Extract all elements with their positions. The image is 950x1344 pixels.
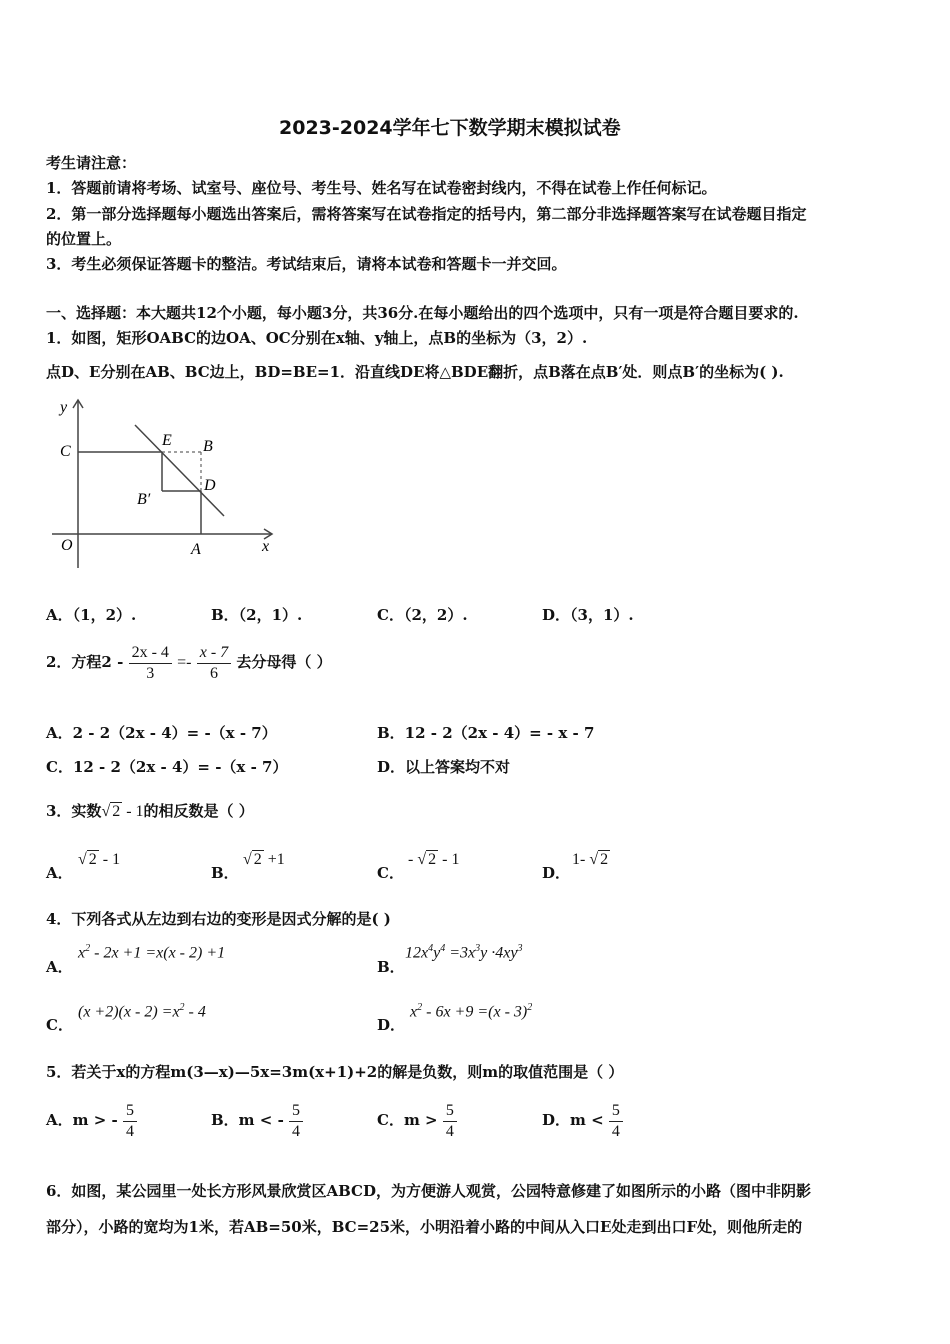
- q5-option-a: [46, 1097, 137, 1143]
- q4-b-eq: =3x: [445, 944, 476, 962]
- q4-a-rest: - 2x +1 =x(x - 2) +1: [90, 944, 226, 962]
- q4-option-a-expr: [78, 943, 225, 962]
- q6-stem-line-1: 6．如图，某公园里一处长方形风景欣赏区ABCD，为方便游人观赏，公园特意修建了如图所示的小路（图中非阴影: [46, 1182, 811, 1200]
- label-b: B: [203, 438, 213, 455]
- q5-option-c: [377, 1097, 457, 1143]
- q3-option-b-label: B．: [211, 864, 239, 882]
- label-e: E: [162, 432, 172, 449]
- q1-option-c: C．（2，2）.: [377, 606, 468, 624]
- q5-option-b-num: 5: [289, 1101, 303, 1122]
- q5-option-a-den: 4: [125, 1122, 134, 1140]
- q4-b-power4: 3: [517, 943, 523, 954]
- q5-option-d-fraction: [609, 1101, 623, 1142]
- label-c: C: [60, 443, 71, 460]
- q4-a-power: 2: [85, 943, 91, 954]
- q3-option-a-expr: √ 2 - 1: [78, 851, 121, 868]
- q2-numerator-2: x - 7: [197, 643, 231, 664]
- q3-suffix: 的相反数是（ ）: [143, 802, 254, 820]
- q3-option-d-radicand: 2: [600, 851, 609, 868]
- q3-option-d-expr: 1- √ 2: [572, 851, 609, 868]
- page-title: 2023-2024学年七下数学期末模拟试卷: [279, 117, 621, 139]
- q4-option-b-label: B．: [377, 958, 405, 976]
- q4-option-c-label: C．: [46, 1016, 73, 1034]
- q2-option-a: A．2 - 2（2x - 4）= -（x - 7）: [46, 724, 277, 742]
- q4-c-power: 2: [179, 1002, 185, 1013]
- q3-expression-tail: - 1: [122, 803, 144, 820]
- q4-c-expr: (x +2)(x - 2) =x: [78, 1003, 180, 1021]
- q2-stem: [46, 637, 332, 688]
- q3-option-d-pre: 1-: [572, 851, 590, 868]
- q4-option-d-expr: [410, 1002, 532, 1021]
- label-d: D: [204, 477, 216, 494]
- q3-option-a-post: - 1: [98, 851, 121, 868]
- q3-option-c-post: - 1: [438, 851, 460, 868]
- q3-stem: [46, 796, 254, 827]
- q1-stem-line-2: 点D、E分别在AB、BC边上，BD=BE=1．沿直线DE将△BDE翻折，点B落在点B′处．则点B′的坐标为( ).: [46, 363, 784, 381]
- section-1-heading: 一、选择题：本大题共12个小题，每小题3分，共36分.在每小题给出的四个选项中，只有一项是符合题目要求的.: [46, 304, 799, 322]
- q3-option-c-radicand: 2: [428, 851, 437, 868]
- label-a: A: [191, 541, 201, 558]
- q5-option-a-num: 5: [123, 1101, 137, 1122]
- q4-b-power3: 3: [475, 943, 481, 954]
- q4-option-a-label: A．: [46, 958, 73, 976]
- label-x: x: [262, 538, 270, 555]
- q4-d-power2: 2: [527, 1002, 533, 1013]
- q3-expression: √ 2 - 1: [101, 803, 144, 820]
- notice-line-1: 1．答题前请将考场、试室号、座位号、考生号、姓名写在试卷密封线内，不得在试卷上作任何标记。: [46, 179, 717, 197]
- q3-option-d-label: D．: [542, 864, 571, 882]
- q3-option-a-label: A．: [46, 864, 73, 882]
- q2-fraction-1: [129, 643, 172, 684]
- q1-option-a: A．（1，2）.: [46, 606, 137, 624]
- q4-b-y2: y ·4xy: [480, 944, 518, 962]
- label-o: O: [61, 537, 73, 554]
- q2-option-b: B．12 - 2（2x - 4）= - x - 7: [377, 724, 595, 742]
- q4-b-term1: 12x: [405, 944, 429, 962]
- q3-option-b-radicand: 2: [253, 851, 262, 868]
- q6-stem-line-2: 部分），小路的宽均为1米，若AB=50米，BC=25米，小明沿着小路的中间从入口E处走到出口F处，则他所走的: [46, 1218, 803, 1236]
- q3-option-a-radicand: 2: [88, 851, 97, 868]
- q2-option-c: C．12 - 2（2x - 4）= -（x - 7）: [46, 758, 288, 776]
- q5-option-d-den: 4: [611, 1122, 620, 1140]
- q5-option-d-num: 5: [609, 1101, 623, 1122]
- q2-option-d: D．以上答案均不对: [377, 758, 511, 776]
- label-y: y: [60, 399, 68, 416]
- q4-stem: 4．下列各式从左边到右边的变形是因式分解的是( ): [46, 910, 391, 928]
- q4-b-power1: 4: [428, 943, 434, 954]
- q4-b-power2: 4: [440, 943, 446, 954]
- q4-d-power1: 2: [417, 1002, 423, 1013]
- q3-radicand: 2: [112, 803, 121, 820]
- q2-prefix: 2．方程2 -: [46, 653, 124, 671]
- q5-option-b-label: B．m < -: [211, 1111, 284, 1129]
- q5-option-c-den: 4: [445, 1122, 454, 1140]
- q4-a-x: x: [78, 944, 86, 962]
- q1-option-b: B．（2，1）.: [211, 606, 303, 624]
- q3-option-b-post: +1: [263, 851, 285, 868]
- q5-option-d: [542, 1097, 623, 1143]
- q5-stem: 5．若关于x的方程m(3—x)—5x=3m(x+1)+2的解是负数，则m的取值范围是（ ）: [46, 1063, 624, 1081]
- q4-c-tail: - 4: [184, 1003, 206, 1021]
- q5-option-c-fraction: [443, 1101, 457, 1142]
- q5-option-b-den: 4: [292, 1122, 301, 1140]
- notice-line-2a: 2．第一部分选择题每小题选出答案后，需将答案写在试卷指定的括号内，第二部分非选择题答案写在试卷题目指定: [46, 205, 807, 223]
- q4-option-b-expr: [405, 943, 522, 962]
- q2-numerator-1: 2x - 4: [129, 643, 172, 664]
- q3-prefix: 3．实数: [46, 802, 102, 820]
- q5-option-b: [211, 1097, 303, 1143]
- q5-option-c-label: C．m >: [377, 1111, 438, 1129]
- q4-option-d-label: D．: [377, 1016, 406, 1034]
- q3-option-c-expr: - √ 2 - 1: [408, 851, 460, 868]
- q5-option-b-fraction: [289, 1101, 303, 1142]
- q2-suffix: 去分母得（ ）: [236, 653, 332, 671]
- q2-denominator-2: 6: [209, 664, 218, 682]
- q5-option-c-num: 5: [443, 1101, 457, 1122]
- q3-option-c-label: C．: [377, 864, 404, 882]
- q4-d-x: x: [410, 1003, 418, 1021]
- q5-option-a-label: A．m > -: [46, 1111, 118, 1129]
- notice-line-3: 3．考生必须保证答题卡的整洁。考试结束后，请将本试卷和答题卡一并交回。: [46, 255, 567, 273]
- q1-figure: [40, 392, 290, 577]
- q1-stem-line-1: 1．如图，矩形OABC的边OA、OC分别在x轴、y轴上，点B的坐标为（3，2）.: [46, 329, 588, 347]
- q4-option-c-expr: [78, 1002, 206, 1021]
- q2-equals: =-: [177, 654, 192, 671]
- q5-option-a-fraction: [123, 1101, 137, 1142]
- q3-option-b-expr: √ 2 +1: [243, 851, 285, 868]
- label-b-prime: B′: [137, 491, 151, 508]
- q5-option-d-label: D．m <: [542, 1111, 604, 1129]
- q2-fraction-2: [197, 643, 231, 684]
- q4-b-y: y: [433, 944, 441, 962]
- notice-heading: 考生请注意：: [46, 154, 137, 172]
- notice-line-2b: 的位置上。: [46, 230, 122, 248]
- q4-d-mid: - 6x +9 =(x - 3): [422, 1003, 528, 1021]
- q1-option-d: D．（3，1）.: [542, 606, 634, 624]
- q2-denominator-1: 3: [146, 664, 155, 682]
- q3-option-c-pre: -: [408, 851, 418, 868]
